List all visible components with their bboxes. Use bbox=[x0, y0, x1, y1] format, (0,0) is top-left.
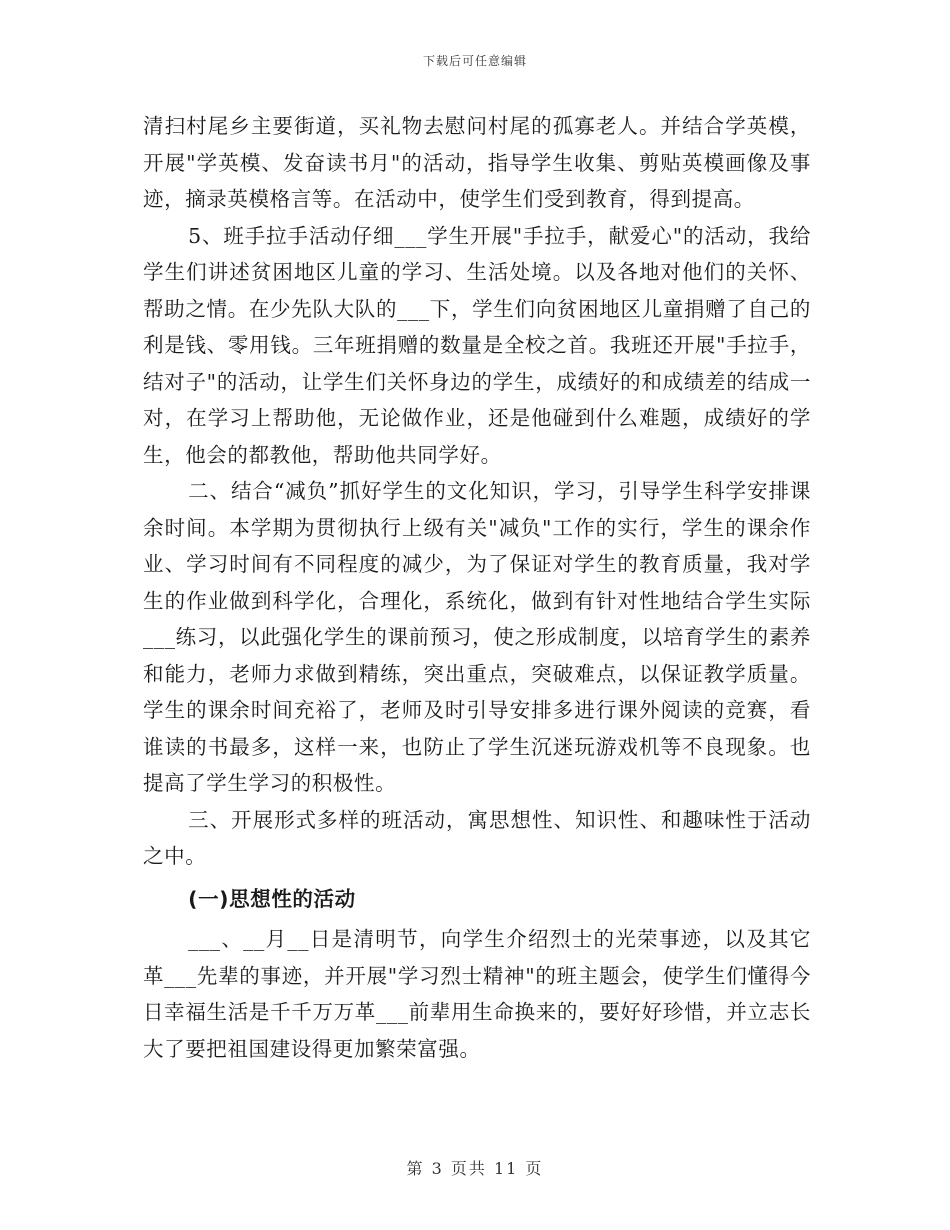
page-number-footer: 第 3 页共 11 页 bbox=[406, 1159, 544, 1178]
section-subheading: (一)思想性的活动 bbox=[188, 886, 356, 911]
paragraph-diverse-activities: 三、开展形式多样的班活动，寓思想性、知识性、和趣味性于活动之中。 bbox=[143, 807, 811, 868]
paragraph-hand-in-hand: 5、班手拉手活动仔细___学生开展"手拉手，献爱心"的活动，我给学生们讲述贫困地区儿童的学习、生活处境。以及各地对他们的关怀、帮助之情。在少先队大队的___下，学生们向贫困地区儿童捐赠了自己的利是钱、零用钱。三年班捐赠的数量是全校之首。我班还开展"手拉手，结对子"的活动，让学生们关怀身边的学生，成绩好的和成绩差的结成一对，在学习上帮助他，无论做作业，还是他碰到什么难题，成绩好的学生，他会的都教他，帮助他共同学好。 bbox=[143, 223, 811, 467]
page-header: 下载后可任意编辑 bbox=[422, 54, 527, 68]
paragraph-continued: 清扫村尾乡主要街道，买礼物去慰问村尾的孤寡老人。并结合学英模，开展"学英模、发奋读书月"的活动，指导学生收集、剪贴英模画像及事迹，摘录英模格言等。在活动中，使学生们受到教育，得到提高。 bbox=[143, 114, 811, 211]
document-body bbox=[143, 108, 811, 1067]
paragraph-qingming: ___、__月__日是清明节，向学生介绍烈士的光荣事迹，以及其它革___先辈的事迹，并开展"学习烈士精神"的班主题会，使学生们懂得今日幸福生活是千千万万革___前辈用生命换来的，要好好珍惜，并立志长大了要把祖国建设得更加繁荣富强。 bbox=[143, 927, 811, 1061]
paragraph-reduce-burden: 二、结合“减负”抓好学生的文化知识，学习，引导学生科学安排课余时间。本学期为贯彻执行上级有关"减负"工作的实行，学生的课余作业、学习时间有不同程度的减少，为了保证对学生的教育质量，我对学生的作业做到科学化，合理化，系统化，做到有针对性地结合学生实际___练习，以此强化学生的课前预习，使之形成制度，以培育学生的素养和能力，老师力求做到精练，突出重点，突破难点，以保证教学质量。学生的课余时间充裕了，老师及时引导安排多进行课外阅读的竞赛，看谁读的书最多，这样一来，也防止了学生沉迷玩游戏机等不良现象。也提高了学生学习的积极性。 bbox=[143, 479, 811, 795]
